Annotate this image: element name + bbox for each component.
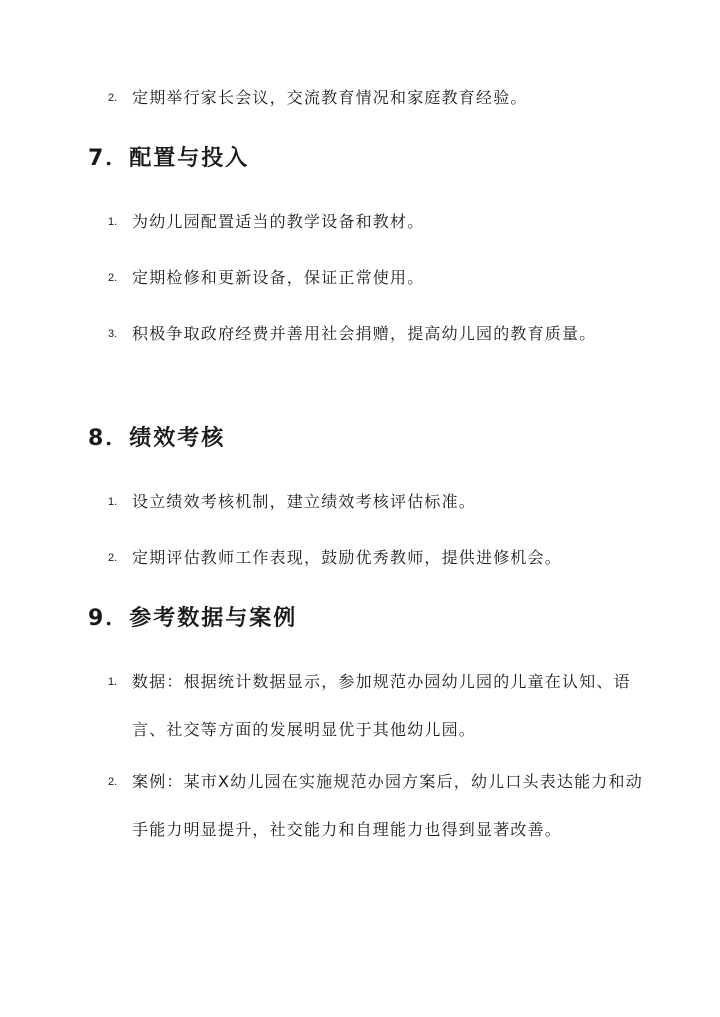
list-number: 1. [108,496,118,508]
list-text: 积极争取政府经费并善用社会捐赠，提高幼儿园的教育质量。 [132,324,597,343]
list-item [108,478,648,526]
section-heading: 7．配置与投入 [88,146,250,171]
list-number: 3. [108,328,118,340]
section-heading: 8．绩效考核 [88,426,226,451]
list-number: 2. [108,92,118,104]
list-item [108,74,648,122]
list-text: 数据：根据统计数据显示，参加规范办园幼儿园的儿童在认知、语言、社交等方面的发展明显优于其他幼儿园。 [132,672,631,739]
list-text: 定期举行家长会议，交流教育情况和家庭教育经验。 [132,88,528,107]
list-number: 1. [108,216,118,228]
list-number: 2. [108,272,118,284]
list-item [108,310,648,358]
section-heading: 9．参考数据与案例 [88,606,298,631]
list-text: 定期检修和更新设备，保证正常使用。 [132,268,425,287]
list-item [108,758,648,854]
list-item [108,534,648,582]
list-text: 定期评估教师工作表现，鼓励优秀教师，提供进修机会。 [132,548,563,567]
list-text: 设立绩效考核机制，建立绩效考核评估标准。 [132,492,477,511]
list-number: 1. [108,676,118,688]
list-text: 案例：某市X幼儿园在实施规范办园方案后，幼儿口头表达能力和动手能力明显提升，社交能力和自理能力也得到显著改善。 [132,772,643,839]
list-item [108,658,648,754]
list-item [108,254,648,302]
list-number: 2. [108,552,118,564]
list-number: 2. [108,776,118,788]
list-text: 为幼儿园配置适当的教学设备和教材。 [132,212,425,231]
list-item [108,198,648,246]
